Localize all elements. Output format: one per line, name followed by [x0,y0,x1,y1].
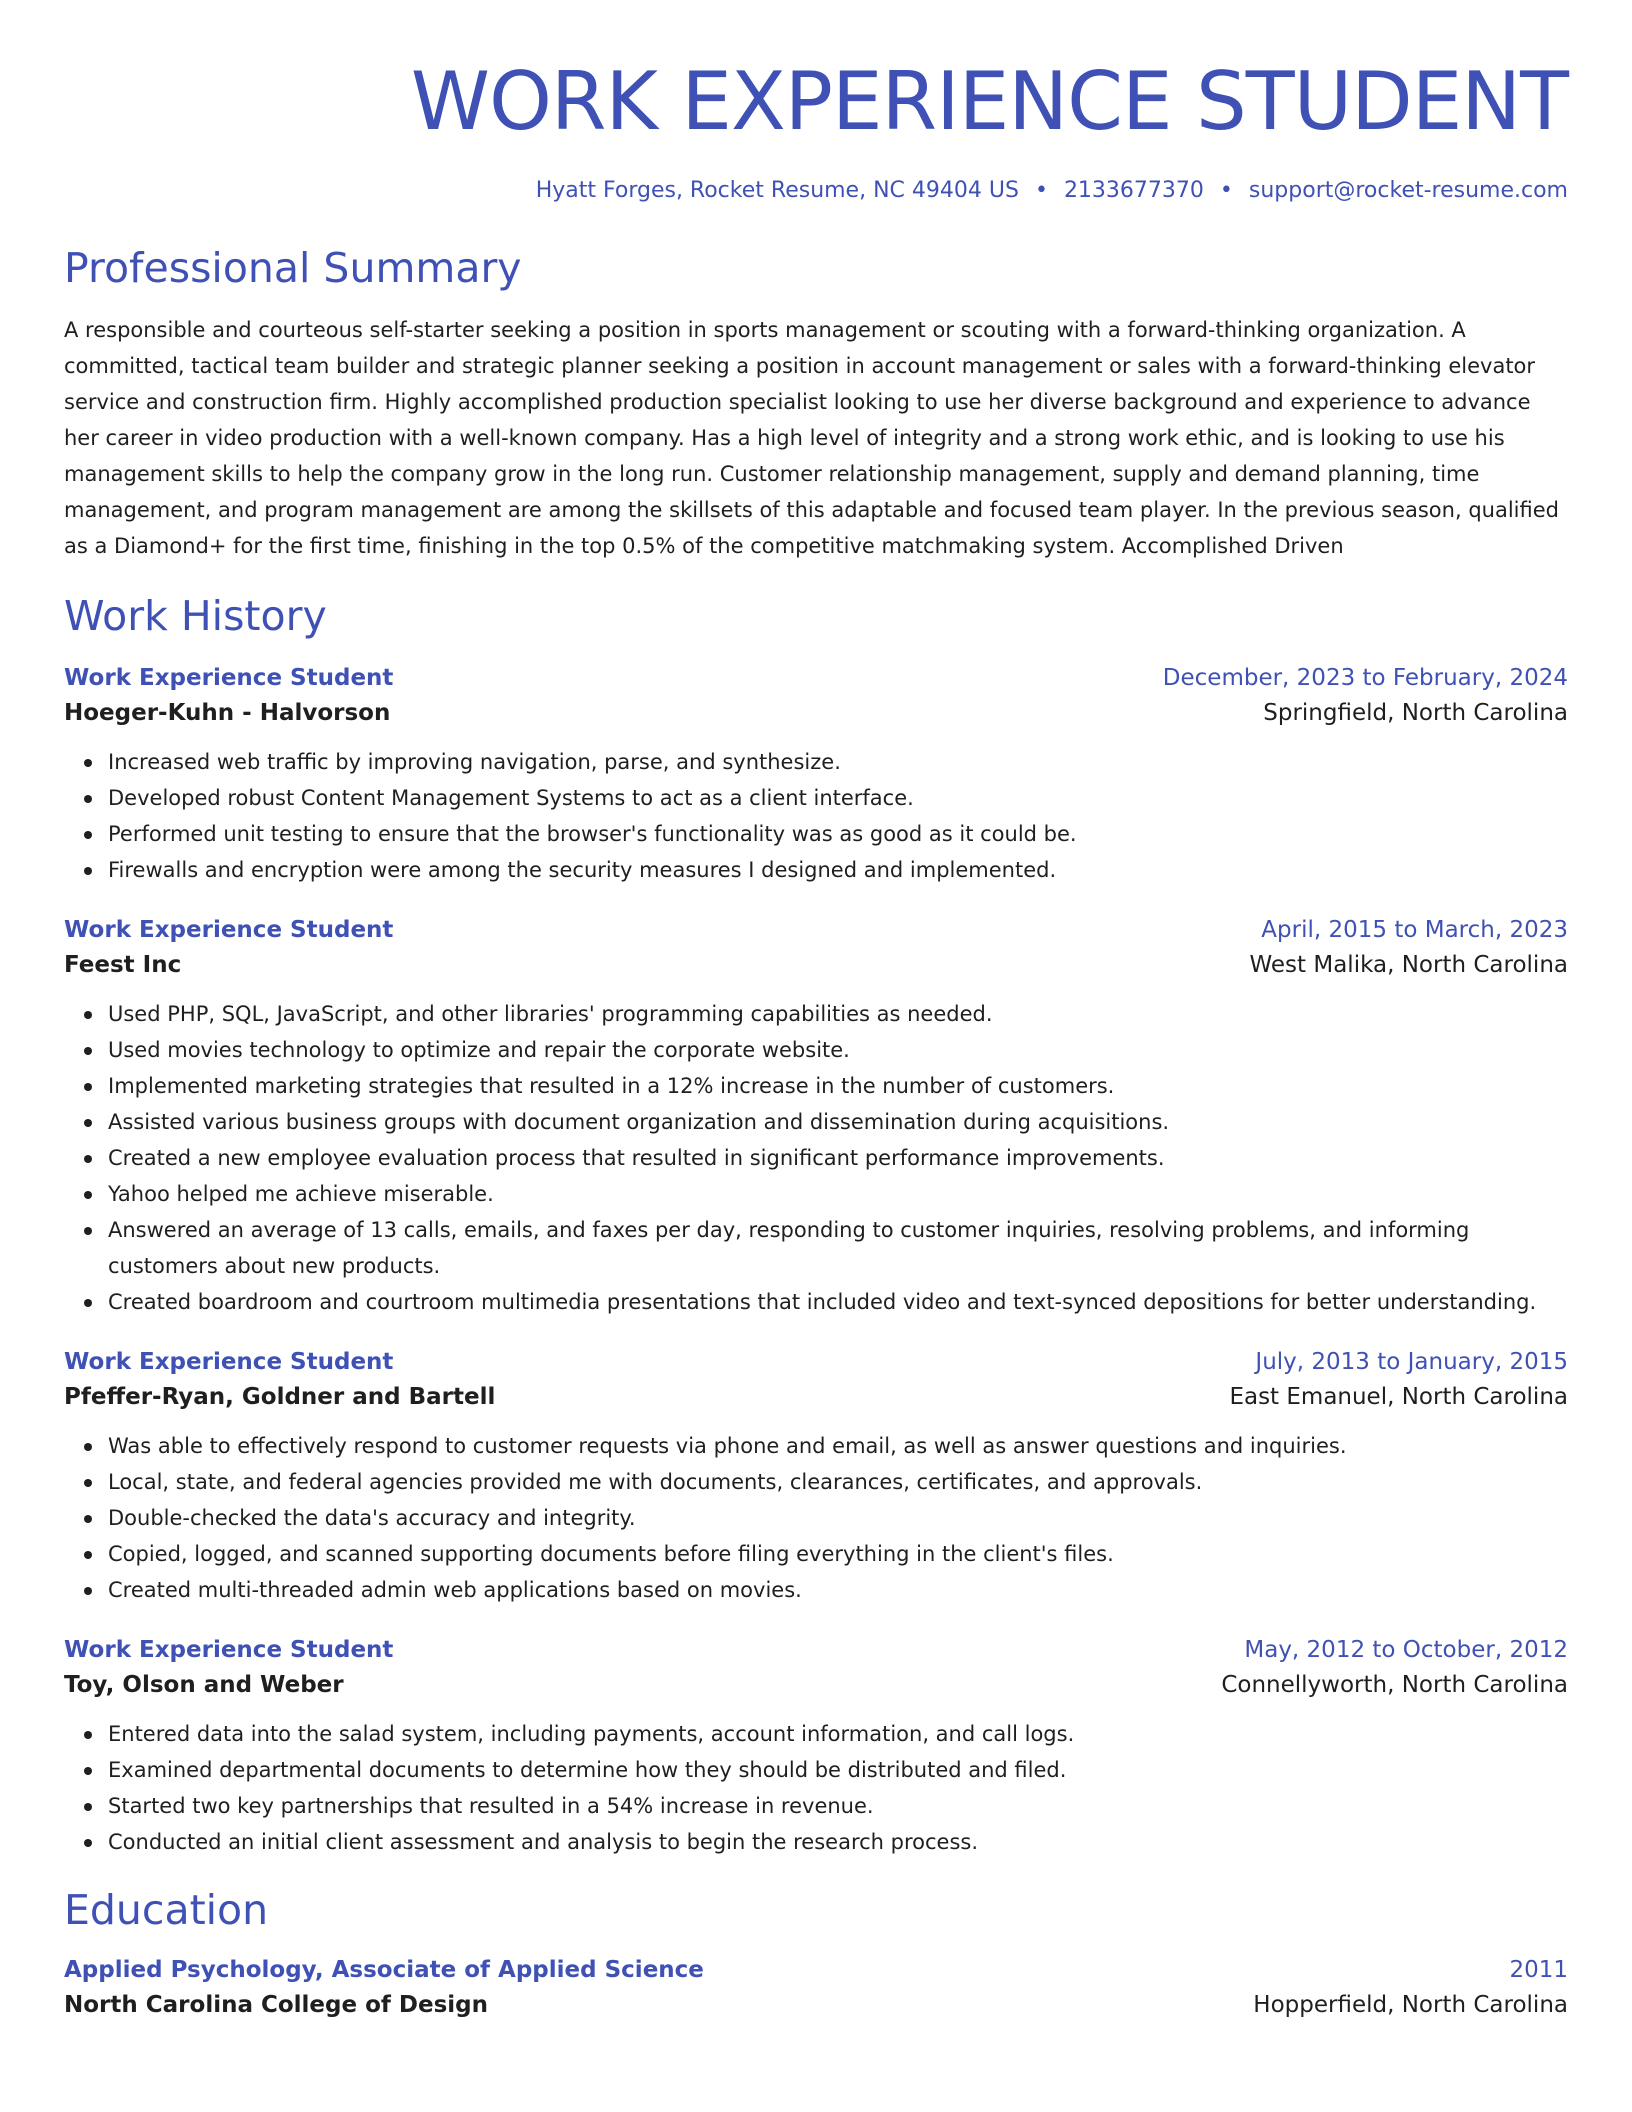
education-heading: Education [64,1886,269,1934]
job-bullet: Created multi-threaded admin web applications based on movies. [108,1572,1568,1608]
job-location: East Emanuel, North Carolina [1229,1384,1568,1410]
job-company: Feest Inc [64,952,182,978]
job-bullets [64,744,1568,888]
contact-separator: • [1034,178,1048,203]
contact-line [64,176,1568,206]
job-bullet: Created a new employee evaluation process that resulted in significant performance improvements. [108,1140,1568,1176]
job-location: West Malika, North Carolina [1249,952,1568,978]
job-bullet: Conducted an initial client assessment and analysis to begin the research process. [108,1824,1568,1860]
education-degree: Applied Psychology, Associate of Applied Science [64,1957,704,1983]
contact-separator: • [1219,178,1233,203]
job-bullet: Yahoo helped me achieve miserable. [108,1176,1568,1212]
job-location: Springfield, North Carolina [1263,700,1568,726]
job-bullet: Implemented marketing strategies that resulted in a 12% increase in the number of customers. [108,1068,1568,1104]
job-role: Work Experience Student [64,665,394,691]
contact-phone[interactable]: 2133677370 [1063,178,1204,203]
contact-email[interactable]: support@rocket-resume.com [1248,178,1568,203]
job-bullets [64,1716,1568,1860]
job-bullets [64,996,1568,1320]
job-company: Hoeger-Kuhn - Halvorson [64,700,391,726]
job-company: Toy, Olson and Weber [64,1672,344,1698]
job-bullet: Assisted various business groups with document organization and dissemination during acquisitions. [108,1104,1568,1140]
job-bullet: Examined departmental documents to determine how they should be distributed and filed. [108,1752,1568,1788]
job-role: Work Experience Student [64,1637,394,1663]
resume-header [64,55,1568,206]
job-bullet: Performed unit testing to ensure that the browser's functionality was as good as it could be. [108,816,1568,852]
job-entry [64,1346,1568,1608]
job-dates: July, 2013 to January, 2015 [1255,1349,1568,1375]
job-bullet: Local, state, and federal agencies provided me with documents, clearances, certificates, and approvals. [108,1464,1568,1500]
education-school: North Carolina College of Design [64,1992,489,2018]
job-company: Pfeffer-Ryan, Goldner and Bartell [64,1384,496,1410]
summary-heading: Professional Summary [64,244,522,292]
job-bullet: Firewalls and encryption were among the security measures I designed and implemented. [108,852,1568,888]
job-bullet: Used PHP, SQL, JavaScript, and other libraries' programming capabilities as needed. [108,996,1568,1032]
job-location: Connellyworth, North Carolina [1221,1672,1568,1698]
education-year: 2011 [1509,1957,1568,1983]
job-bullet: Double-checked the data's accuracy and integrity. [108,1500,1568,1536]
job-bullet: Increased web traffic by improving navigation, parse, and synthesize. [108,744,1568,780]
job-dates: April, 2015 to March, 2023 [1261,917,1568,943]
job-entry [64,1634,1568,1860]
job-role: Work Experience Student [64,917,394,943]
job-role: Work Experience Student [64,1349,394,1375]
job-dates: December, 2023 to February, 2024 [1162,665,1568,691]
work-history-heading: Work History [64,592,327,640]
job-bullet: Answered an average of 13 calls, emails, and faxes per day, responding to customer inquiries, resolving problems, and informing customers about new products. [108,1212,1568,1284]
job-bullet: Copied, logged, and scanned supporting documents before filing everything in the client's files. [108,1536,1568,1572]
job-dates: May, 2012 to October, 2012 [1244,1637,1568,1663]
job-bullets [64,1428,1568,1608]
job-bullet: Started two key partnerships that resulted in a 54% increase in revenue. [108,1788,1568,1824]
job-bullet: Developed robust Content Management Systems to act as a client interface. [108,780,1568,816]
job-bullet: Created boardroom and courtroom multimedia presentations that included video and text-synced depositions for better understanding. [108,1284,1568,1320]
contact-address: Hyatt Forges, Rocket Resume, NC 49404 US [535,178,1019,203]
summary-text: A responsible and courteous self-starter seeking a position in sports management or scouting with a forward-thinking organization. A committed, tactical team builder and strategic planner seeking a position in account management or sales with a forward-thinking elevator service and construction firm. Highly accomplished production specialist looking to use her diverse background and experience to advance her career in video production with a well-known company. Has a high level of integrity and a strong work ethic, and is looking to use his management skills to help the company grow in the long run. Customer relationship management, supply and demand planning, time management, and program management are among the skillsets of this adaptable and focused team player. In the previous season, qualified as a Diamond+ for the first time, finishing in the top 0.5% of the competitive matchmaking system. Accomplished Driven [64,318,1559,558]
job-entry [64,914,1568,1320]
education-entry [64,1954,1568,2024]
job-entry [64,662,1568,888]
candidate-name: WORK EXPERIENCE STUDENT [410,55,1568,148]
education-location: Hopperfield, North Carolina [1253,1992,1568,2018]
job-bullet: Was able to effectively respond to customer requests via phone and email, as well as answer questions and inquiries. [108,1428,1568,1464]
job-bullet: Entered data into the salad system, including payments, account information, and call logs. [108,1716,1568,1752]
job-bullet: Used movies technology to optimize and repair the corporate website. [108,1032,1568,1068]
